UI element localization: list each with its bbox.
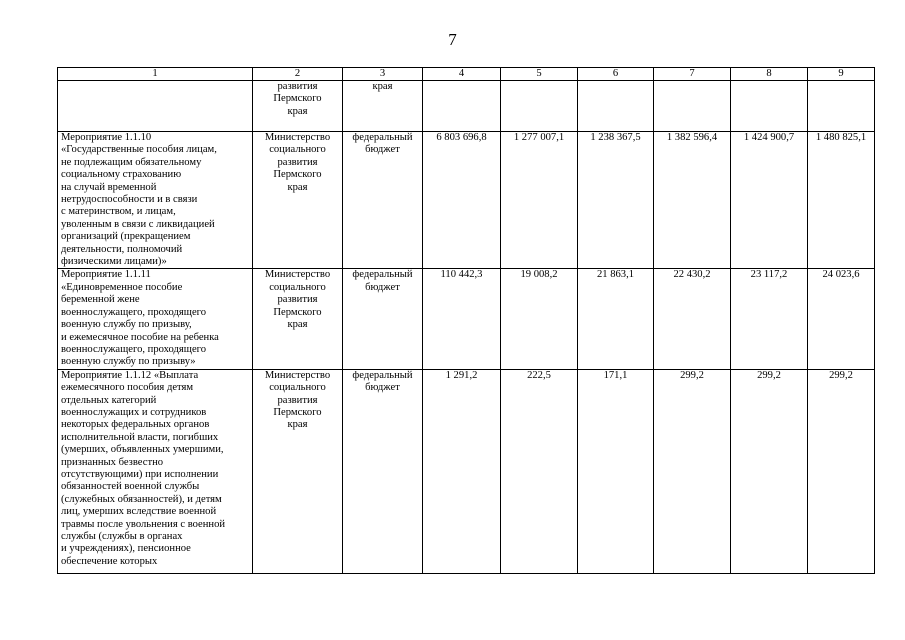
event-description: Мероприятие 1.1.10 «Государственные пособия лицам, не подлежащим обязательному социальному страхованию на случай временной нетрудоспособности и в связи с материнством, и лицам, уволенным в связи с ликвидацией организаций (прекращением деятельности, полномочий физическими лицами)» xyxy=(58,132,253,269)
event-description: Мероприятие 1.1.12 «Выплата ежемесячного пособия детям отдельных категорий военнослужащих и сотрудников некоторых федеральных органов исполнительной власти, погибших (умерших, объявленных умершими, признанных безвестно отсутствующими) при исполнении обязанностей военной службы (служебных обязанностей), и детям лиц, умерших вследствие военной травмы после увольнения с военной службы (службы в органах и учреждениях), пенсионное обеспечение которых xyxy=(58,369,253,573)
amount-cell: 21 863,1 xyxy=(578,269,654,369)
table-row xyxy=(58,81,875,132)
amount-cell: 299,2 xyxy=(808,369,875,573)
amount-cell: 6 803 696,8 xyxy=(423,132,501,269)
column-number: 3 xyxy=(343,68,423,81)
event-description: Мероприятие 1.1.11 «Единовременное пособие беременной жене военнослужащего, проходящего военную службу по призыву, и ежемесячное пособие на ребенка военнослужащего, проходящего военную службу по призыву» xyxy=(58,269,253,369)
executor-cell: Министерство социального развития Пермского края xyxy=(253,132,343,269)
column-number: 8 xyxy=(731,68,808,81)
table-row xyxy=(58,369,875,573)
amount-cell: 299,2 xyxy=(731,369,808,573)
amount-cell: 1 480 825,1 xyxy=(808,132,875,269)
executor-cell: Министерство социального развития Пермского края xyxy=(253,269,343,369)
column-number: 6 xyxy=(578,68,654,81)
amount-cell: 171,1 xyxy=(578,369,654,573)
funding-source-cell: федеральный бюджет xyxy=(343,369,423,573)
amount-cell xyxy=(501,81,578,132)
amount-cell: 110 442,3 xyxy=(423,269,501,369)
event-description xyxy=(58,81,253,132)
amount-cell: 24 023,6 xyxy=(808,269,875,369)
amount-cell xyxy=(654,81,731,132)
funding-source-cell: федеральный бюджет xyxy=(343,132,423,269)
budget-table xyxy=(57,67,875,574)
amount-cell: 19 008,2 xyxy=(501,269,578,369)
column-number: 1 xyxy=(58,68,253,81)
amount-cell: 1 238 367,5 xyxy=(578,132,654,269)
column-number: 7 xyxy=(654,68,731,81)
amount-cell: 1 424 900,7 xyxy=(731,132,808,269)
table-row xyxy=(58,132,875,269)
table-row xyxy=(58,269,875,369)
column-number: 5 xyxy=(501,68,578,81)
executor-cell: развития Пермского края xyxy=(253,81,343,132)
executor-cell: Министерство социального развития Пермского края xyxy=(253,369,343,573)
amount-cell: 22 430,2 xyxy=(654,269,731,369)
funding-source-cell: края xyxy=(343,81,423,132)
amount-cell xyxy=(423,81,501,132)
page-number: 7 xyxy=(448,30,457,49)
column-number: 2 xyxy=(253,68,343,81)
amount-cell: 222,5 xyxy=(501,369,578,573)
funding-source-cell: федеральный бюджет xyxy=(343,269,423,369)
amount-cell: 1 382 596,4 xyxy=(654,132,731,269)
amount-cell: 299,2 xyxy=(654,369,731,573)
table-header-row xyxy=(58,68,875,81)
amount-cell: 1 277 007,1 xyxy=(501,132,578,269)
amount-cell xyxy=(578,81,654,132)
amount-cell: 23 117,2 xyxy=(731,269,808,369)
amount-cell xyxy=(808,81,875,132)
column-number: 4 xyxy=(423,68,501,81)
column-number: 9 xyxy=(808,68,875,81)
amount-cell: 1 291,2 xyxy=(423,369,501,573)
amount-cell xyxy=(731,81,808,132)
